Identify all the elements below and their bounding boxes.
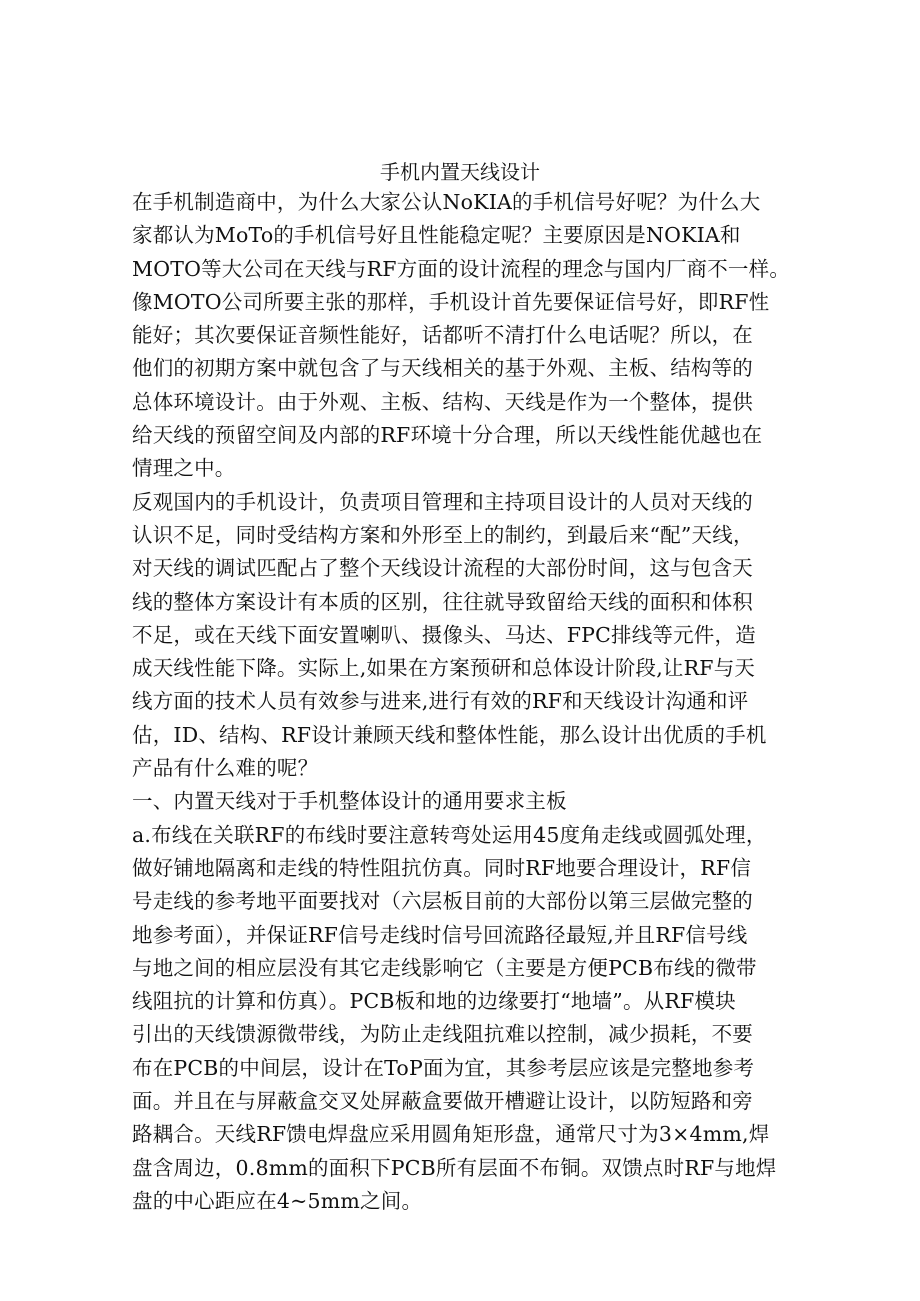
body-line: 一、内置天线对于手机整体设计的通用要求主板 (132, 789, 567, 814)
body-line: 在手机制造商中，为什么大家公认NoKIA的手机信号好呢？为什么大 (132, 190, 761, 214)
body-line: 引出的天线馈源微带线，为防止走线阻抗难以控制，减少损耗，不要 (132, 1022, 753, 1047)
body-line: 不足，或在天线下面安置喇叭、摄像头、马达、FPC排线等元件，造 (132, 622, 756, 647)
body-line: 情理之中。 (132, 456, 236, 481)
body-line: 地参考面），并保证RF信号走线时信号回流路径最短,并且RF信号线 (132, 922, 748, 947)
body-line: 盘的中心距应在4~5mm之间。 (132, 1188, 423, 1213)
body-line: 总体环境设计。由于外观、主板、结构、天线是作为一个整体，提供 (132, 389, 753, 414)
body-line: 产品有什么难的呢？ (132, 756, 319, 781)
body-line: 与地之间的相应层没有其它走线影响它（主要是方便PCB布线的微带 (132, 955, 757, 980)
body-line: 线方面的技术人员有效参与进来,进行有效的RF和天线设计沟通和评 (132, 689, 749, 714)
body-line: 线的整体方案设计有本质的区别，往往就导致留给天线的面积和体积 (132, 589, 753, 614)
body-line: 他们的初期方案中就包含了与天线相关的基于外观、主板、结构等的 (132, 356, 753, 381)
document-body (132, 186, 797, 1218)
body-line: 盘含周边，0.8mm的面积下PCB所有层面不布铜。双馈点时RF与地焊 (132, 1155, 777, 1180)
body-line: 能好；其次要保证音频性能好，话都听不清打什么电话呢？所以，在 (132, 323, 753, 348)
body-line: 路耦合。天线RF馈电焊盘应采用圆角矩形盘，通常尺寸为3×4mm,焊 (132, 1122, 770, 1147)
document-title: 手机内置天线设计 (380, 160, 540, 184)
body-line: a.布线在关联RF的布线时要注意转弯处运用45度角走线或圆弧处理， (132, 822, 767, 847)
body-line: 面。并且在与屏蔽盒交叉处屏蔽盒要做开槽避让设计，以防短路和旁 (132, 1089, 753, 1114)
body-line: 给天线的预留空间及内部的RF环境十分合理，所以天线性能优越也在 (132, 423, 763, 448)
body-line: 像MOTO公司所要主张的那样，手机设计首先要保证信号好，即RF性 (132, 289, 770, 314)
body-line: 估，ID、结构、RF设计兼顾天线和整体性能，那么设计出优质的手机 (132, 722, 767, 747)
body-line: 线阻抗的计算和仿真）。PCB板和地的边缘要打“地墙”。从RF模块 (132, 989, 736, 1014)
body-line: 家都认为MoTo的手机信号好且性能稳定呢？主要原因是NOKIA和 (132, 223, 741, 248)
body-line: 反观国内的手机设计，负责项目管理和主持项目设计的人员对天线的 (132, 489, 753, 514)
body-line: 做好铺地隔离和走线的特性阻抗仿真。同时RF地要合理设计，RF信 (132, 855, 752, 880)
body-line: 认识不足，同时受结构方案和外形至上的制约，到最后来“配”天线， (132, 522, 754, 547)
body-line: 成天线性能下降。实际上,如果在方案预研和总体设计阶段,让RF与天 (132, 656, 756, 681)
body-line: 布在PCB的中间层，设计在ToP面为宜，其参考层应该是完整地参考 (132, 1055, 755, 1080)
body-line: 号走线的参考地平面要找对（六层板目前的大部份以第三层做完整的 (132, 889, 753, 914)
body-line: 对天线的调试匹配占了整个天线设计流程的大部份时间，这与包含天 (132, 556, 753, 581)
body-line: MOTO等大公司在天线与RF方面的设计流程的理念与国内厂商不一样。 (132, 256, 791, 281)
